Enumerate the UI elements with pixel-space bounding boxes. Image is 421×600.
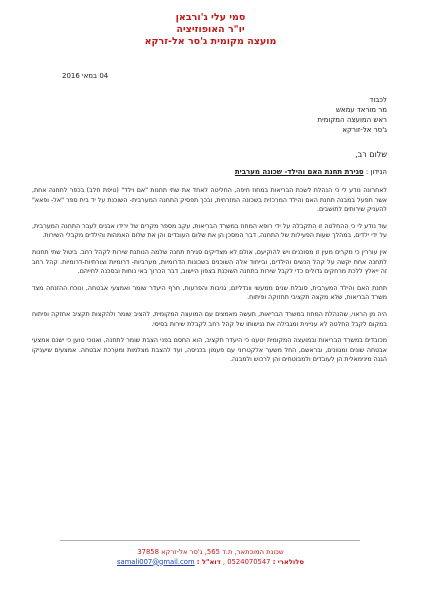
recipient-locality: ג'סר אל-זורקא	[342, 126, 387, 134]
letter-body	[32, 186, 387, 372]
sender-name: סמי עלי ג'ורבאן	[175, 12, 246, 23]
letter-footer	[0, 548, 421, 567]
phone-number: 0524070547	[227, 557, 271, 566]
body-paragraph-3: אין עוררין כי מקרים מעין זו מסוכנים ויש להוקיעם, אולם לא מצדיקים סגירת תחנה שלמה הנותנת שירות לקהל רחב. ביטול שתי תחנות לתחנה אחת יקשה על קהל הנשים והילדים, ובייחוד אלה השוכנים בשכונות הדרומיות, מערביות- דרומיות וצורתיות-דרומיות. קהל רחב זה ייאלץ ללכת מרחקים גדולים כדי לקבל שירות בתחנה השוכנת בצפון היישוב, דבר הכרוך באי נוחות ובסכנה לחייהם.	[32, 248, 387, 276]
greeting: שלום רב,	[355, 150, 387, 159]
body-paragraph-5: היה מן הראוי, שהנהלת המחוז במשרד הבריאות, תעשה מאמצים עם המועצה המקומית, להציב שומר ולהקצות תקציב אחזקה ופיתוח במקום לקבל החלטה לא עניינית ומגבילה את נגישותו של קהל רחב לקבלת שירות בסיסי.	[32, 310, 387, 328]
subject-text: סגירת תחנת האם והילד- שכונה מערבית	[234, 168, 364, 176]
letter-date: 04 במאי 2016	[62, 72, 109, 80]
body-paragraph-6: מכובדים במשרד הבריאות ובמועצה המקומית יטענו כי היעדר תקציב, הוא החסם בפני הצבת שומר לתחנה, ואנוכי טוען כי ישנם אמצעי אבטחה שונים ומגוונים, ובראשם, החל משער אלקטרוני עם פעמון בכניסה, ועד להצבת מצלמות ומערכת אבטחה. אמצעים שיעניקו הגנה מינימאלית הן לעובדים ולמבוטחים והן לרכוש ולמבנה.	[32, 337, 387, 364]
email-link[interactable]: samali007@gmail.com	[116, 557, 195, 566]
letterhead	[0, 12, 421, 48]
subject-label: הנידון :	[365, 168, 387, 176]
body-paragraph-2: עוד נודע לי כי ההחלטה זו התקבלה על ידי רופא המחוז במשרד הבריאות, עקב מספר מקרים של ירידו אבנים לעבר התחנה המערבית, על ידי ילדים, במהלך שעות הפעילות של התחנה, דבר המסכן הן את שלום העובדים והן את שלום האמהות והילדים מקבלי השירות.	[32, 222, 387, 240]
recipient-role: ראש המועצה המקומית	[317, 116, 387, 124]
subject-line	[27, 168, 387, 176]
sender-title: יו"ר האופוזיציה	[176, 24, 245, 35]
body-paragraph-1: לאחרונה נודע לי כי הנהלת לשכת הבריאות במחוז חיפה, החליטה לאחד את שתי תחנות "אם וילד" (טיפת חלב) בכפר לתחנה אחת, אשר תפעל במבנה תחנת האם והילד המרכזית בשכונה המזרחית, ובכך תפסיק התחנה המערבית- השוכנת על יד בית ספר "אל- ופאא" להעניק שירותים לתושבים.	[32, 187, 387, 214]
email-label: דוא"ל :	[196, 557, 221, 566]
footer-contact: סלולארי : 0524070547 , דוא"ל : samali007@gmail.com	[116, 557, 304, 566]
body-paragraph-4: תחנת האם והילד המערבית, סובלת שנים ממעשי וונדליזם, גניבות והפרעות, חרף היעדר שומר ואמצעי אבטחה, ונוכח ההזנחה מצד משרד הבריאות, שלא מקצה תקציבי תחזוקה ופיתוח.	[32, 284, 387, 302]
phone-label: סלולארי :	[272, 557, 304, 566]
recipient-salutation: לכבוד	[369, 96, 387, 104]
recipient-name: מר מוראד עמאש	[335, 106, 387, 114]
footer-divider	[60, 540, 360, 541]
recipient-block	[87, 95, 387, 135]
sender-council: מועצה מקומית ג'סר אל-זרקא	[144, 36, 277, 47]
footer-address: שכונת המוכתאר, ת.ד 565, ג'סר אל-זרקא 37858	[137, 548, 284, 556]
